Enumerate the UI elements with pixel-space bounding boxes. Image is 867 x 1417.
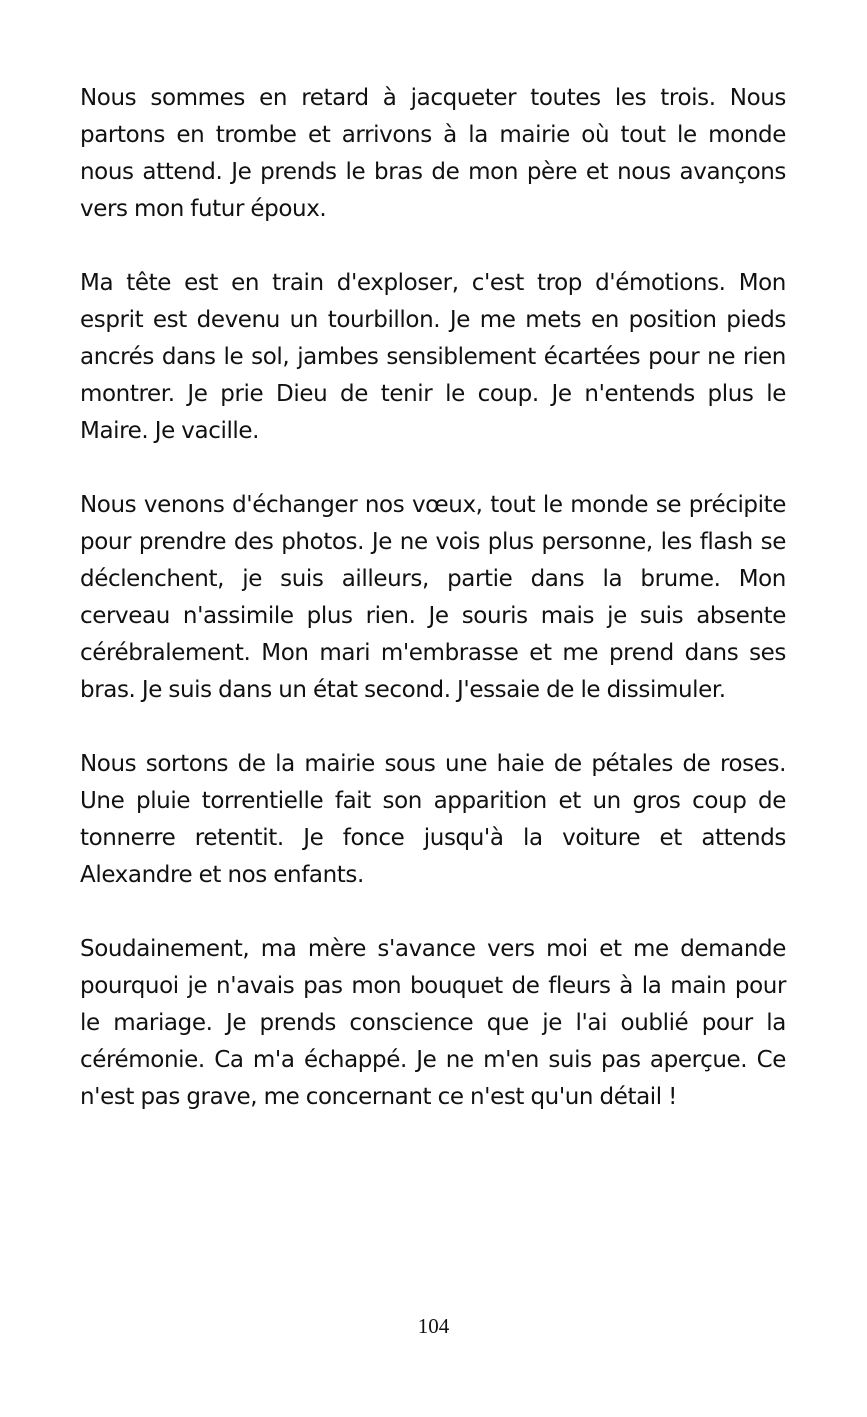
paragraph-4: Nous sortons de la mairie sous une haie de pétales de roses. Une pluie torrentielle fait son apparition et un gros coup de tonnerre retentit. Je fonce jusqu'à la voiture et attends Alexandre et nos enfants.	[80, 751, 786, 888]
body-text	[80, 80, 786, 1153]
page-number: 104	[417, 1314, 450, 1338]
paragraph-1: Nous sommes en retard à jacqueter toutes les trois. Nous partons en trombe et arrivons à la mairie où tout le monde nous attend. Je prends le bras de mon père et nous avançons vers mon futur époux.	[80, 85, 786, 222]
paragraph-2: Ma tête est en train d'exploser, c'est trop d'émotions. Mon esprit est devenu un tourbillon. Je me mets en position pieds ancrés dans le sol, jambes sensiblement écartées pour ne rien montrer. Je prie Dieu de tenir le coup. Je n'entends plus le Maire. Je vacille.	[80, 270, 786, 444]
paragraph-3: Nous venons d'échanger nos vœux, tout le monde se précipite pour prendre des photos. Je ne vois plus personne, les flash se déclenchent, je suis ailleurs, partie dans la brume. Mon cerveau n'assimile plus rien. Je souris mais je suis absente cérébralement. Mon mari m'embrasse et me prend dans ses bras. Je suis dans un état second. J'essaie de le dissimuler.	[80, 492, 786, 703]
paragraph-5: Soudainement, ma mère s'avance vers moi et me demande pourquoi je n'avais pas mon bouquet de fleurs à la main pour le mariage. Je prends conscience que je l'ai oublié pour la cérémonie. Ca m'a échappé. Je ne m'en suis pas aperçue. Ce n'est pas grave, me concernant ce n'est qu'un détail !	[80, 936, 786, 1110]
